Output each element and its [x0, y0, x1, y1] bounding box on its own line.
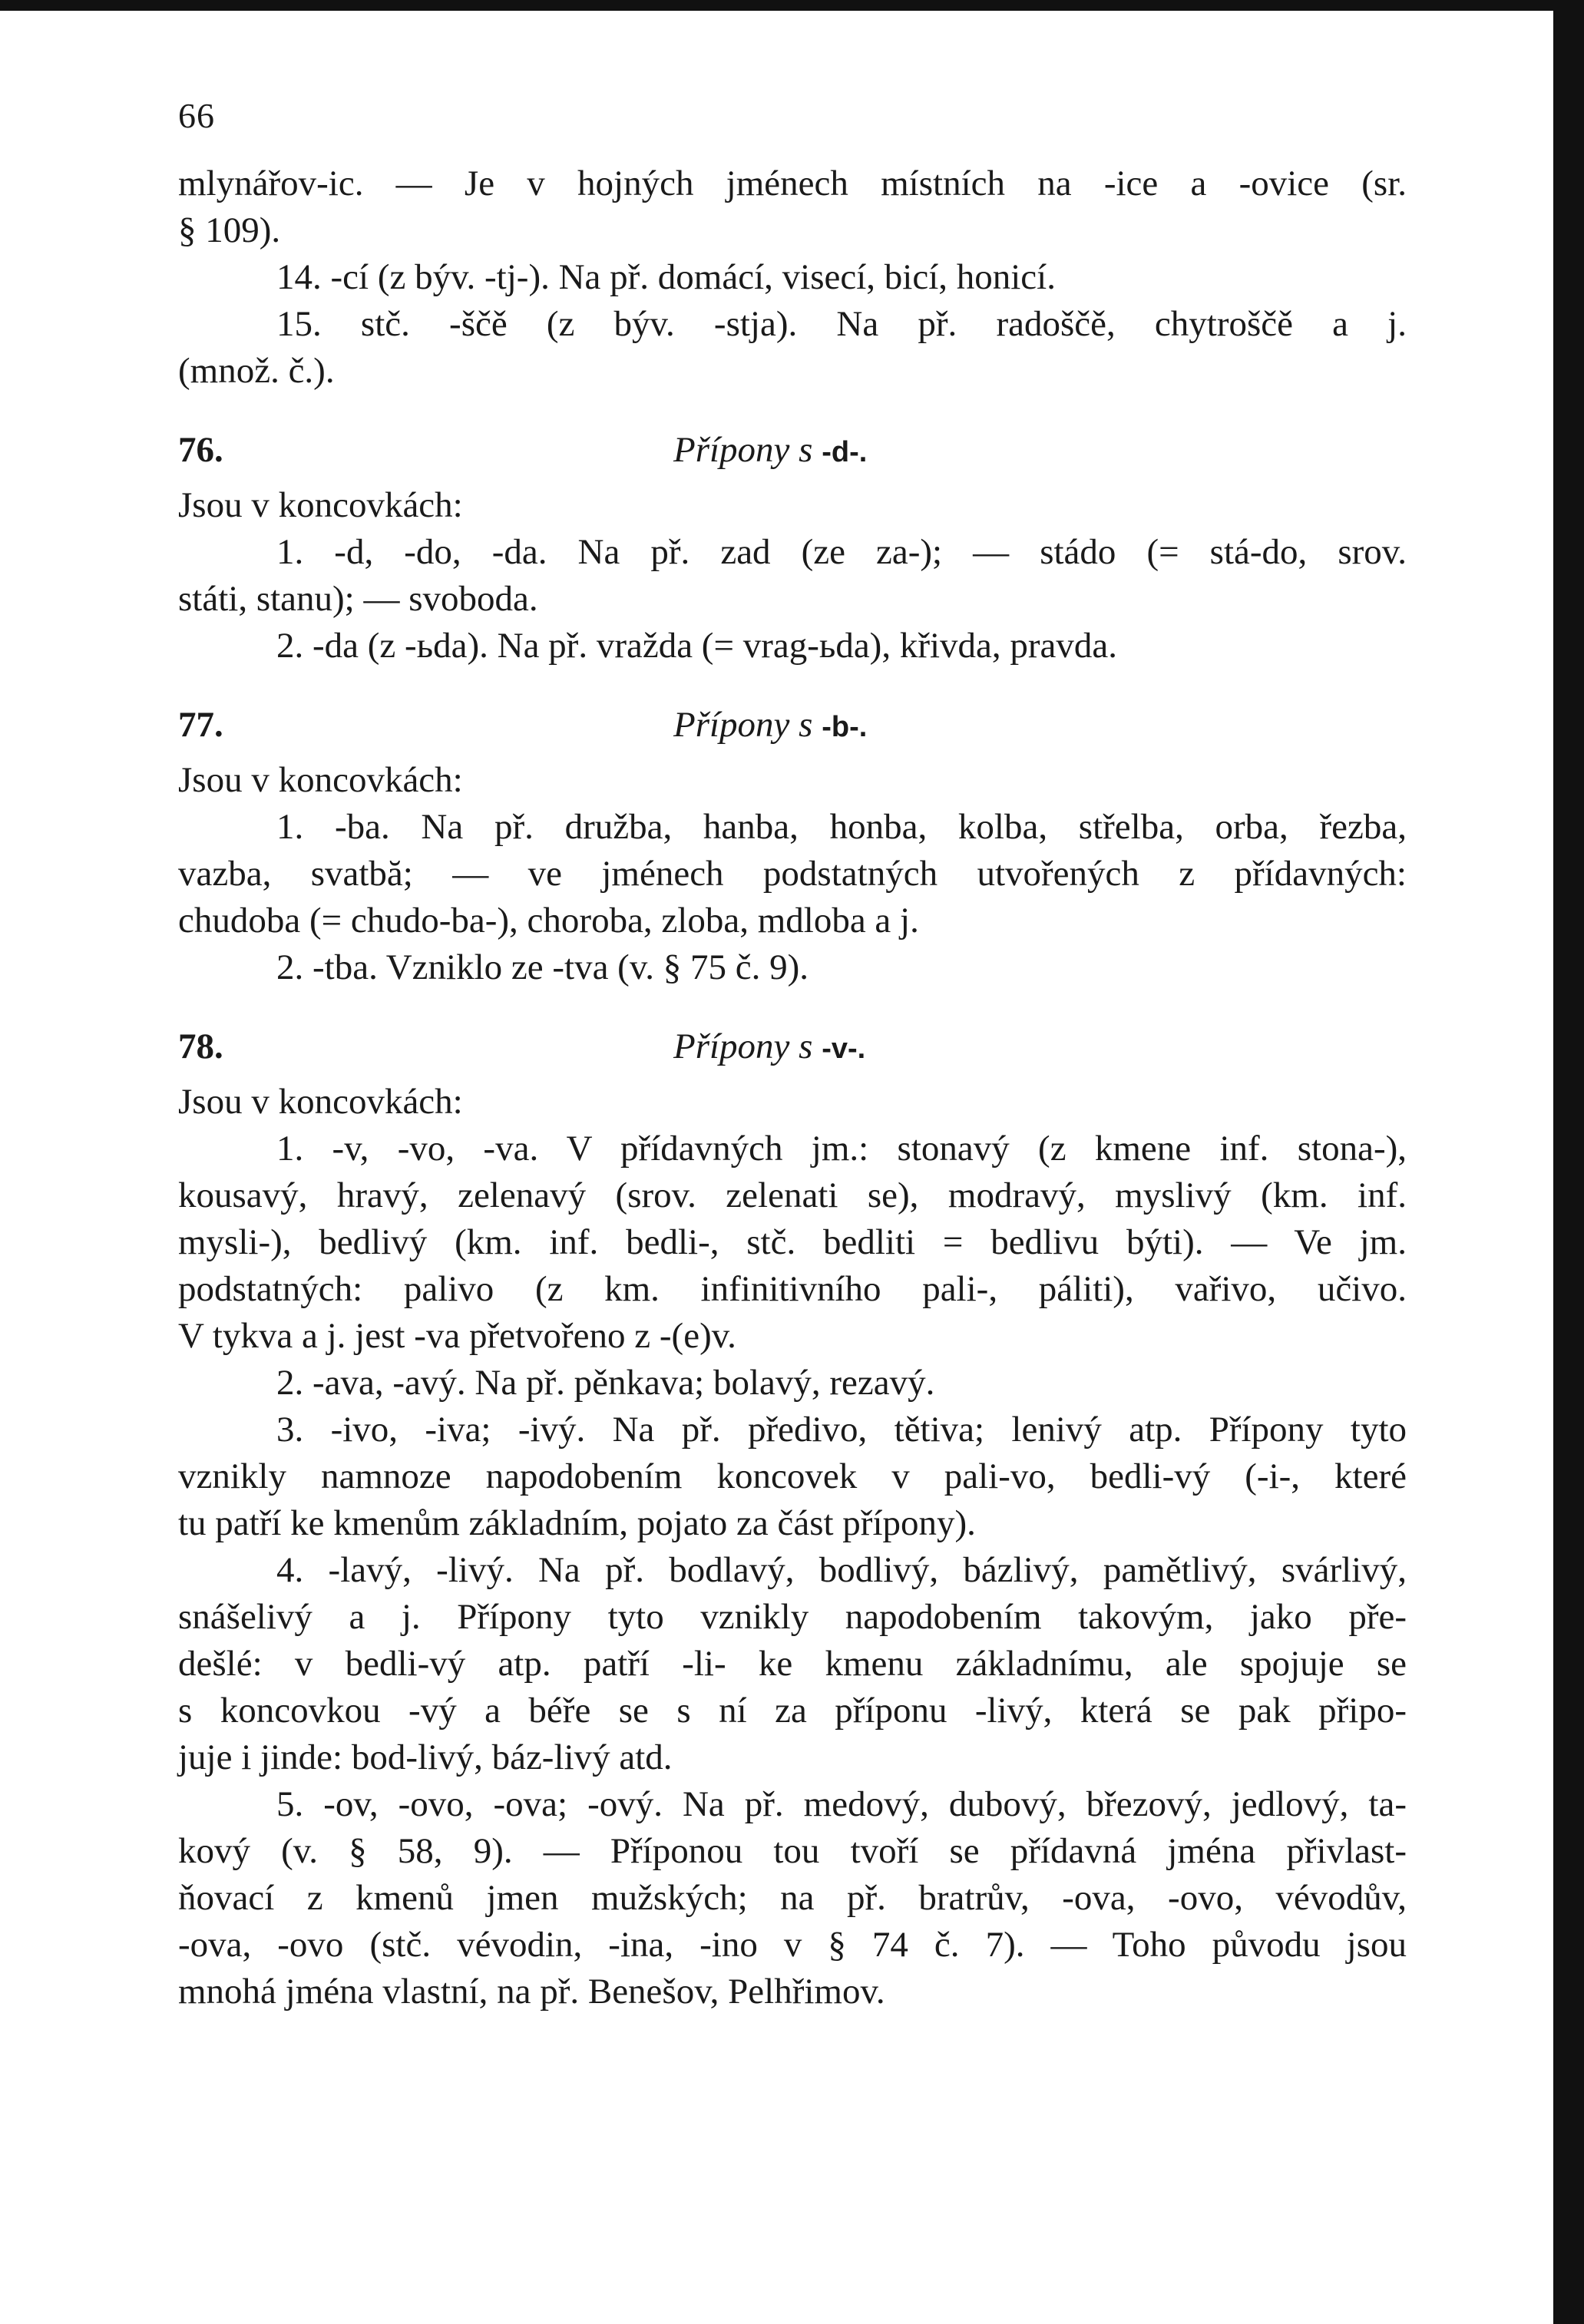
text-line: kousavý, hravý, zelenavý (srov. zelenati se), modravý, myslivý (km. inf. [178, 1175, 1407, 1215]
text-line: podstatných: palivo (z km. infinitivního pali-, páliti), vařivo, učivo. [178, 1269, 1407, 1309]
section-76-body [178, 482, 1407, 669]
text-line: 1. -ba. Na př. družba, hanba, honba, kolba, střelba, orba, řezba, [276, 807, 1407, 847]
intro-block [178, 160, 1407, 395]
section-title [673, 702, 867, 751]
text-line: 2. -ava, -avý. Na př. pěnkava; bolavý, rezavý. [276, 1363, 935, 1403]
text-line: vznikly namnoze napodobením koncovek v pali-vo, bedli-vý (-i-, které [178, 1456, 1407, 1496]
text-line: 2. -tba. Vzniklo ze -tva (v. § 75 č. 9). [276, 947, 809, 987]
text-line: Jsou v koncovkách: [178, 1082, 463, 1122]
section-title [673, 427, 867, 476]
text-line: 2. -da (z -ьda). Na př. vražda (= vrag-ьda), křivda, pravda. [276, 626, 1118, 666]
section-title-text: Přípony s [673, 705, 813, 745]
text-line: 14. -cí (z býv. -tj-). Na př. domácí, visecí, bicí, honicí. [276, 257, 1056, 297]
section-76-heading [178, 421, 1407, 482]
text-line: 15. stč. -ščě (z býv. -stja). Na př. radoščě, chytroščě a j. [276, 304, 1407, 344]
section-title-suffix: -d-. [822, 436, 868, 468]
text-line: 1. -v, -vo, -va. V přídavných jm.: stonavý (z kmene inf. stona-), [276, 1129, 1407, 1169]
text-line: mlynářov-ic. — Je v hojných jménech místních na -ice a -ovice (sr. [178, 164, 1407, 203]
text-line: tu patří ke kmenům základním, pojato za část přípony). [178, 1503, 976, 1543]
text-line: kový (v. § 58, 9). — Příponou tou tvoří se přídavná jména přivlast- [178, 1831, 1407, 1871]
text-line: juje i jinde: bod-livý, báz-livý atd. [178, 1737, 673, 1777]
scan-border-right [1553, 0, 1584, 2324]
section-number: 76. [178, 430, 223, 470]
scan-border-top [0, 0, 1584, 11]
text-line: 5. -ov, -ovo, -ova; -ový. Na př. medový, dubový, březový, jedlový, ta- [276, 1784, 1407, 1824]
text-line: 1. -d, -do, -da. Na př. zad (ze za-); — stádo (= stá-do, srov. [276, 532, 1407, 572]
text-line: mysli-), bedlivý (km. inf. bedli-, stč. bedliti = bedlivu býti). — Ve jm. [178, 1222, 1407, 1262]
section-number: 77. [178, 705, 223, 745]
section-title-text: Přípony s [673, 430, 813, 470]
section-title [673, 1023, 865, 1073]
section-78-heading [178, 1017, 1407, 1079]
text-line: mnohá jména vlastní, na př. Benešov, Pelhřimov. [178, 1972, 885, 2012]
section-title-suffix: -b-. [822, 711, 868, 743]
text-line: § 109). [178, 210, 281, 250]
section-number: 78. [178, 1026, 223, 1066]
text-line: vazba, svatbă; — ve jménech podstatných utvořených z přídavných: [178, 854, 1407, 894]
text-line: chudoba (= chudo-ba-), choroba, zloba, mdloba a j. [178, 901, 919, 941]
text-line: Jsou v koncovkách: [178, 485, 463, 525]
text-line: ňovací z kmenů jmen mužských; na př. bratrův, -ova, -ovo, vévodův, [178, 1878, 1407, 1918]
text-line: V tykva a j. jest -va přetvořeno z -(e)v. [178, 1316, 736, 1356]
text-line: -ova, -ovo (stč. vévodin, -ina, -ino v § 74 č. 7). — Toho původu jsou [178, 1925, 1407, 1965]
text-line: 4. -lavý, -livý. Na př. bodlavý, bodlivý, bázlivý, pamětlivý, svárlivý, [276, 1550, 1407, 1590]
text-line: (množ. č.). [178, 351, 335, 391]
text-line: snášelivý a j. Přípony tyto vznikly napodobením takovým, jako pře- [178, 1597, 1407, 1637]
text-line: státi, stanu); — svoboda. [178, 579, 538, 619]
section-77-heading [178, 696, 1407, 757]
section-title-text: Přípony s [673, 1026, 813, 1066]
text-line: dešlé: v bedli-vý atp. patří -li- ke kmenu základnímu, ale spojuje se [178, 1644, 1407, 1684]
section-78-body [178, 1079, 1407, 2015]
text-line: Jsou v koncovkách: [178, 760, 463, 800]
section-77-body [178, 757, 1407, 991]
text-line: 3. -ivo, -iva; -ivý. Na př. předivo, tětiva; lenivý atp. Přípony tyto [276, 1410, 1407, 1450]
book-page [178, 92, 1407, 2015]
text-line: s koncovkou -vý a béře se s ní za příponu -livý, která se pak připo- [178, 1691, 1407, 1731]
page-number: 66 [178, 96, 215, 135]
section-title-suffix: -v-. [822, 1033, 866, 1065]
